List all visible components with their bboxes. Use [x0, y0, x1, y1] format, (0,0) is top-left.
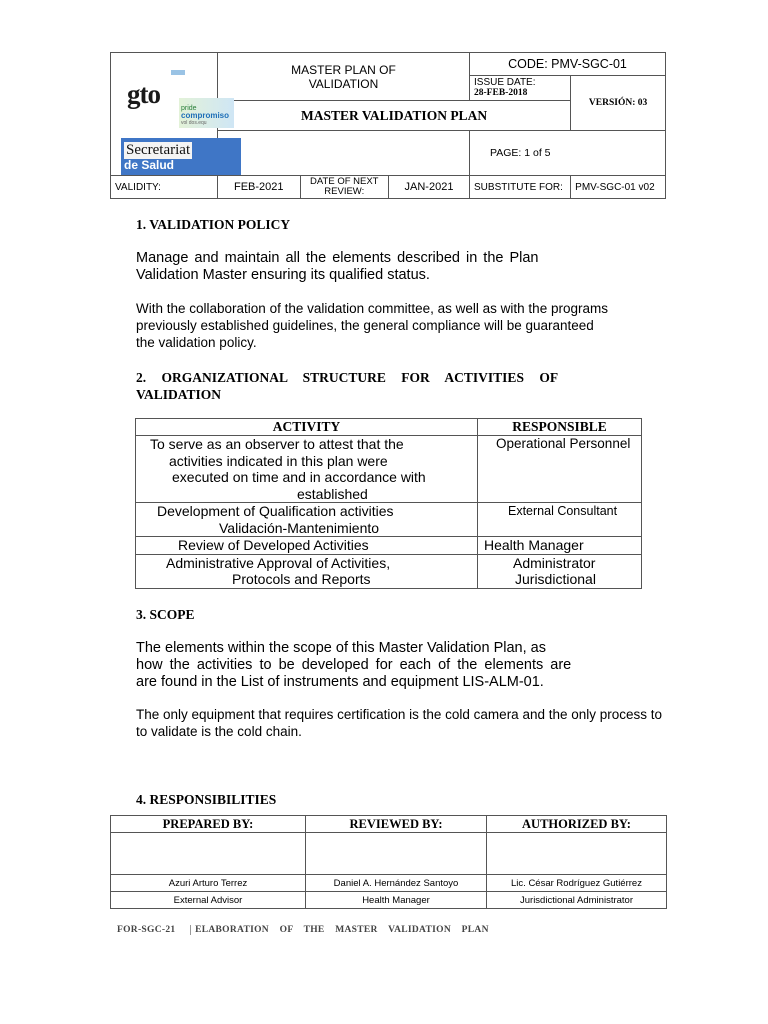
prepared-name: Azuri Arturo Terrez — [111, 875, 306, 892]
prepared-signature — [111, 833, 306, 875]
activity-text: To serve as an observer to attest that the — [150, 436, 404, 452]
substitute-value: PMV-SGC-01 v02 — [571, 176, 666, 199]
responsibilities-table — [110, 815, 667, 909]
logo-secretariat: Secretariat — [126, 142, 191, 158]
page-footer — [117, 925, 489, 935]
signature-row — [111, 833, 667, 875]
names-row — [111, 875, 667, 892]
logo-tagline: vol dos.equ — [181, 120, 207, 126]
logo-accent-icon — [171, 70, 185, 75]
activity-table — [135, 418, 642, 589]
authorized-role: Jurisdictional Administrator — [487, 892, 667, 909]
activity-text: Protocols and Reports — [232, 571, 371, 587]
activity-cell — [136, 503, 478, 537]
roles-row — [111, 892, 667, 909]
reviewed-header: REVIEWED BY: — [306, 816, 487, 833]
activity-text: Validación-Mantenimiento — [219, 519, 380, 536]
version-cell — [571, 76, 666, 131]
validity-label: VALIDITY: — [111, 176, 218, 199]
responsible-cell: Health Manager — [478, 537, 642, 555]
reviewed-role: Health Manager — [306, 892, 487, 909]
plan-title: MASTER PLAN OF VALIDATION — [291, 62, 396, 91]
footer-code: FOR-SGC-21 — [117, 925, 176, 935]
section1-p2-line3: the validation policy. — [136, 335, 257, 350]
table-row — [136, 503, 642, 537]
issue-date-cell — [470, 76, 571, 101]
page-cell — [470, 131, 666, 176]
doc-title-cell — [217, 101, 570, 131]
section2-title-line1: 2. ORGANIZATIONAL STRUCTURE FOR ACTIVITIES OF — [136, 370, 559, 385]
version: VERSIÓN: 03 — [588, 98, 648, 108]
activity-text: executed on time and in accordance with — [172, 469, 426, 485]
activity-cell: Review of Developed Activities — [136, 537, 478, 555]
responsible-text: Administrator — [513, 554, 596, 571]
table-row — [136, 554, 642, 588]
section1-p1-line1: Manage and maintain all the elements described in the Plan — [136, 250, 539, 266]
spacer-cell — [217, 131, 469, 176]
section1-paragraph2 — [136, 300, 608, 351]
section4-title: 4. RESPONSIBILITIES — [136, 792, 277, 807]
table-row — [136, 537, 642, 555]
activity-text: activities indicated in this plan were — [169, 452, 388, 469]
responsible-text: Jurisdictional — [515, 571, 596, 587]
authorized-header: AUTHORIZED BY: — [487, 816, 667, 833]
activity-text: established — [297, 485, 368, 502]
document-code: CODE: PMV-SGC-01 — [508, 57, 627, 71]
section3-paragraph2 — [136, 706, 662, 740]
logo-pride: pride — [181, 105, 197, 112]
reviewed-name: Daniel A. Hernández Santoyo — [306, 875, 487, 892]
section3-p1-line1: The elements within the scope of this Master Validation Plan, as — [136, 640, 546, 656]
code-cell — [470, 53, 666, 76]
section1-title: 1. VALIDATION POLICY — [136, 217, 291, 232]
activity-cell — [136, 554, 478, 588]
activity-text: Administrative Approval of Activities, — [166, 554, 391, 571]
section2-title — [136, 369, 558, 403]
issue-date-label: ISSUE DATE: — [474, 77, 536, 88]
doc-title: MASTER VALIDATION PLAN — [301, 107, 488, 123]
responsible-cell: External Consultant — [478, 503, 642, 537]
logo-de-salud: de Salud — [124, 158, 175, 172]
activity-header: ACTIVITY — [136, 419, 478, 436]
section3-paragraph1 — [136, 640, 571, 691]
logo — [111, 53, 241, 176]
logo-compromiso: compromiso — [181, 111, 230, 120]
logo-secretariat-band — [121, 138, 241, 175]
section3-p2-line2: to validate is the cold chain. — [136, 724, 302, 739]
responsible-cell: Operational Personnel — [478, 436, 642, 503]
issue-date-value: 28-FEB-2018 — [474, 88, 528, 98]
logo-pride-text — [181, 105, 229, 127]
section3-p2-line1: The only equipment that requires certification is the cold camera and the only process to — [136, 707, 663, 722]
section3-p1-line3: are found in the List of instruments and equipment LIS-ALM-01. — [136, 674, 544, 690]
plan-title-cell — [217, 53, 469, 101]
responsible-header: RESPONSIBLE — [478, 419, 642, 436]
logo-gto: gto — [127, 79, 160, 109]
table-row — [136, 436, 642, 503]
substitute-label: SUBSTITUTE FOR: — [470, 176, 571, 199]
page-number: PAGE: 1 of 5 — [490, 147, 551, 159]
next-review-label: DATE OF NEXT REVIEW: — [300, 176, 388, 199]
section2-title-line2: VALIDATION — [136, 387, 222, 402]
section1-paragraph1 — [136, 250, 539, 284]
section3-p1-line2: how the activities to be developed for each of the elements are — [136, 657, 572, 673]
activity-text: Development of Qualification activities — [157, 503, 394, 519]
prepared-header: PREPARED BY: — [111, 816, 306, 833]
reviewed-signature — [306, 833, 487, 875]
responsible-cell — [478, 554, 642, 588]
section1-p2-line1: With the collaboration of the validation committee, as well as with the programs — [136, 301, 608, 316]
next-review-value: JAN-2021 — [388, 176, 469, 199]
section3-title: 3. SCOPE — [136, 607, 195, 622]
footer-text: ELABORATION OF THE MASTER VALIDATION PLAN — [190, 925, 489, 935]
activity-cell — [136, 436, 478, 503]
authorized-signature — [487, 833, 667, 875]
section1-p2-line2: previously established guidelines, the general compliance will be guaranteed — [136, 318, 594, 333]
authorized-name: Lic. César Rodríguez Gutiérrez — [487, 875, 667, 892]
section1-p1-line2: Validation Master ensuring its qualified status. — [136, 267, 430, 283]
prepared-role: External Advisor — [111, 892, 306, 909]
validity-value: FEB-2021 — [217, 176, 300, 199]
